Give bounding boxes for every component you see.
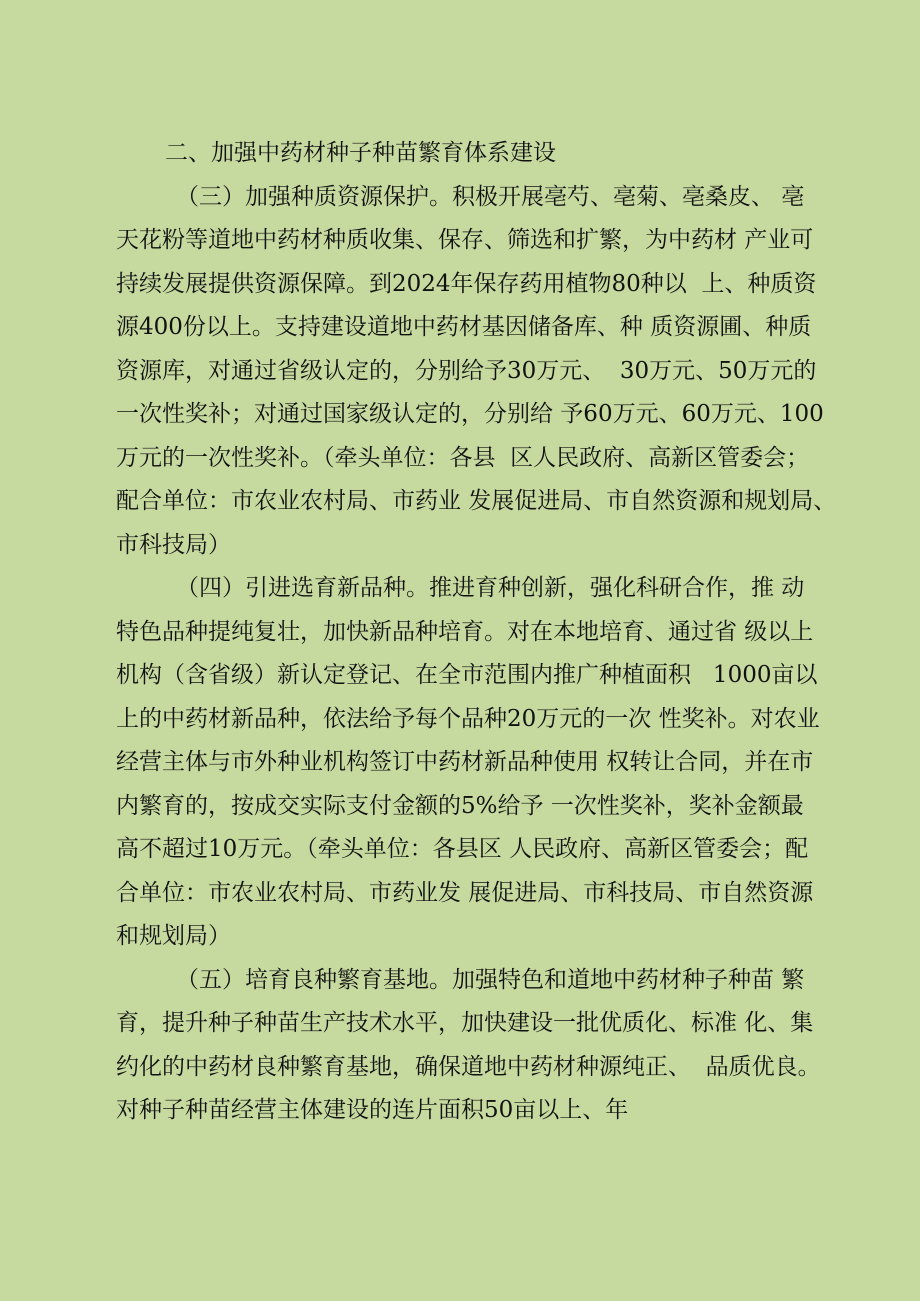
paragraph-line: （五）培育良种繁育基地。加强特色和道地中药材种子种苗 繁	[176, 967, 805, 993]
paragraph-line: 一次性奖补；对通过国家级认定的，分别给 予60万元、60万元、100	[116, 401, 824, 427]
paragraph-line: 经营主体与市外种业机构签订中药材新品种使用 权转让合同，并在市	[116, 749, 814, 775]
paragraph-line: 高不超过10万元。（牵头单位：各县区 人民政府、高新区管委会；配	[116, 836, 809, 862]
paragraph-line: （三）加强种质资源保护。积极开展亳芍、亳菊、亳桑皮、 亳	[176, 184, 805, 210]
paragraph-line: 特色品种提纯复壮，加快新品种培育。对在本地培育、通过省 级以上	[116, 619, 814, 645]
paragraph-line: 机构（含省级）新认定登记、在全市范围内推广种植面积 1000亩以	[116, 662, 818, 688]
section-heading: 二、加强中药材种子种苗繁育体系建设	[165, 140, 556, 166]
paragraph-line: 资源库，对通过省级认定的，分别给予30万元、 30万元、50万元的	[116, 358, 817, 384]
paragraph-line: 和规划局）	[116, 923, 231, 949]
paragraph-line: 万元的一次性奖补。（牵头单位：各县 区人民政府、高新区管委会；	[116, 445, 810, 471]
paragraph-line: 上的中药材新品种，依法给予每个品种20万元的一次 性奖补。对农业	[116, 706, 820, 732]
paragraph-line: （四）引进选育新品种。推进育种创新，强化科研合作，推 动	[176, 575, 805, 601]
paragraph-line: 约化的中药材良种繁育基地，确保道地中药材种源纯正、 品质优良。	[116, 1054, 821, 1080]
paragraph-line: 育，提升种子种苗生产技术水平，加快建设一批优质化、标准 化、集	[116, 1010, 814, 1036]
paragraph-line: 对种子种苗经营主体建设的连片面积50亩以上、年	[116, 1097, 629, 1123]
paragraph-line: 配合单位：市农业农村局、市药业 发展促进局、市自然资源和规划局、	[116, 488, 837, 514]
paragraph-line: 持续发展提供资源保障。到2024年保存药用植物80种以 上、种质资	[116, 271, 817, 297]
paragraph-line: 源400份以上。支持建设道地中药材基因储备库、种 质资源圃、种质	[116, 314, 812, 340]
paragraph-line: 内繁育的，按成交实际支付金额的5%给予 一次性奖补，奖补金额最	[116, 793, 804, 819]
paragraph-line: 市科技局）	[116, 532, 231, 558]
paragraph-line: 天花粉等道地中药材种质收集、保存、筛选和扩繁，为中药材 产业可	[116, 227, 814, 253]
paragraph-line: 合单位：市农业农村局、市药业发 展促进局、市科技局、市自然资源	[116, 880, 814, 906]
